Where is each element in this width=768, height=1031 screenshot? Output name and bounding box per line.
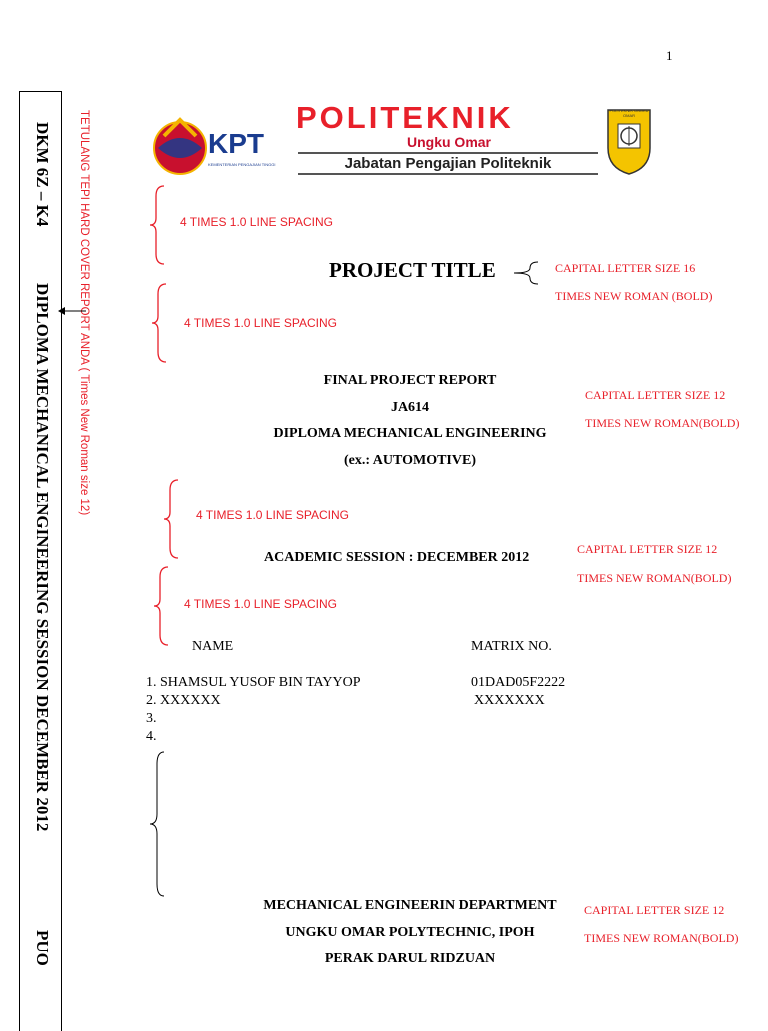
student-matrix: 01DAD05F2222 — [471, 675, 566, 690]
brace-4 — [152, 565, 172, 647]
small-brace-icon — [510, 260, 540, 286]
spacing-note-4: 4 TIMES 1.0 LINE SPACING — [184, 597, 337, 611]
name-header: NAME — [192, 639, 234, 654]
session-note-line2: TIMES NEW ROMAN(BOLD) — [577, 571, 732, 585]
title-note-line1: CAPITAL LETTER SIZE 16 — [555, 261, 696, 275]
ungku-omar-text: Ungku Omar — [406, 134, 491, 150]
spine-title: DIPLOMA MECHANICAL ENGINEERING SESSION DECEMBER 2012 — [33, 283, 52, 832]
arrow-left-icon — [58, 306, 88, 316]
report-line-2: JA614 — [390, 400, 430, 415]
session-note-line1: CAPITAL LETTER SIZE 12 — [577, 542, 718, 556]
politeknik-wordmark: POLITEKNIK — [296, 100, 514, 135]
footer-line-3: PERAK DARUL RIDZUAN — [324, 951, 496, 966]
brace-1 — [148, 184, 168, 266]
page-number: 1 — [666, 48, 673, 63]
spacing-note-1: 4 TIMES 1.0 LINE SPACING — [180, 215, 333, 229]
spine-note: TETULANG TEPI HARD COVER REPORT ANDA ( Times New Roman size 12) — [78, 110, 90, 516]
crest-text: POLITEKNIK UNGKU OMAR — [609, 108, 649, 118]
student-matrix: XXXXXXX — [474, 693, 545, 708]
report-note-line2: TIMES NEW ROMAN(BOLD) — [585, 416, 740, 430]
kpt-subtext: KEMENTERIAN PENGAJIAN TINGGI — [208, 162, 276, 167]
report-line-1: FINAL PROJECT REPORT — [323, 373, 497, 388]
large-brace — [148, 750, 168, 898]
footer-note-line1: CAPITAL LETTER SIZE 12 — [584, 903, 725, 917]
spacing-note-3: 4 TIMES 1.0 LINE SPACING — [196, 508, 349, 522]
spine-puo: PUO — [33, 930, 52, 966]
jabatan-text: Jabatan Pengajian Politeknik — [298, 152, 598, 175]
spacing-note-2: 4 TIMES 1.0 LINE SPACING — [184, 316, 337, 330]
footer-line-2: UNGKU OMAR POLYTECHNIC, IPOH — [285, 925, 535, 940]
title-note-line2: TIMES NEW ROMAN (BOLD) — [555, 289, 713, 303]
brace-3 — [162, 478, 182, 560]
project-title: PROJECT TITLE — [329, 258, 496, 282]
academic-session: ACADEMIC SESSION : DECEMBER 2012 — [264, 550, 530, 565]
kpt-globe-icon — [150, 110, 210, 180]
report-line-3: DIPLOMA MECHANICAL ENGINEERING — [273, 426, 547, 441]
student-name: 4. — [146, 729, 157, 744]
matrix-header: MATRIX NO. — [471, 639, 552, 654]
spine-code: DKM 6Z – K4 — [33, 122, 52, 227]
student-name: 2. XXXXXX — [146, 693, 221, 708]
student-name: 3. — [146, 711, 157, 726]
kpt-text: KPT — [208, 128, 264, 159]
footer-line-1: MECHANICAL ENGINEERIN DEPARTMENT — [263, 898, 557, 913]
report-line-4: (ex.: AUTOMOTIVE) — [344, 453, 476, 468]
footer-note-line2: TIMES NEW ROMAN(BOLD) — [584, 931, 739, 945]
logo-header — [150, 98, 660, 188]
brace-2 — [150, 282, 170, 364]
student-name: 1. SHAMSUL YUSOF BIN TAYYOP — [146, 675, 361, 690]
report-note-line1: CAPITAL LETTER SIZE 12 — [585, 388, 726, 402]
